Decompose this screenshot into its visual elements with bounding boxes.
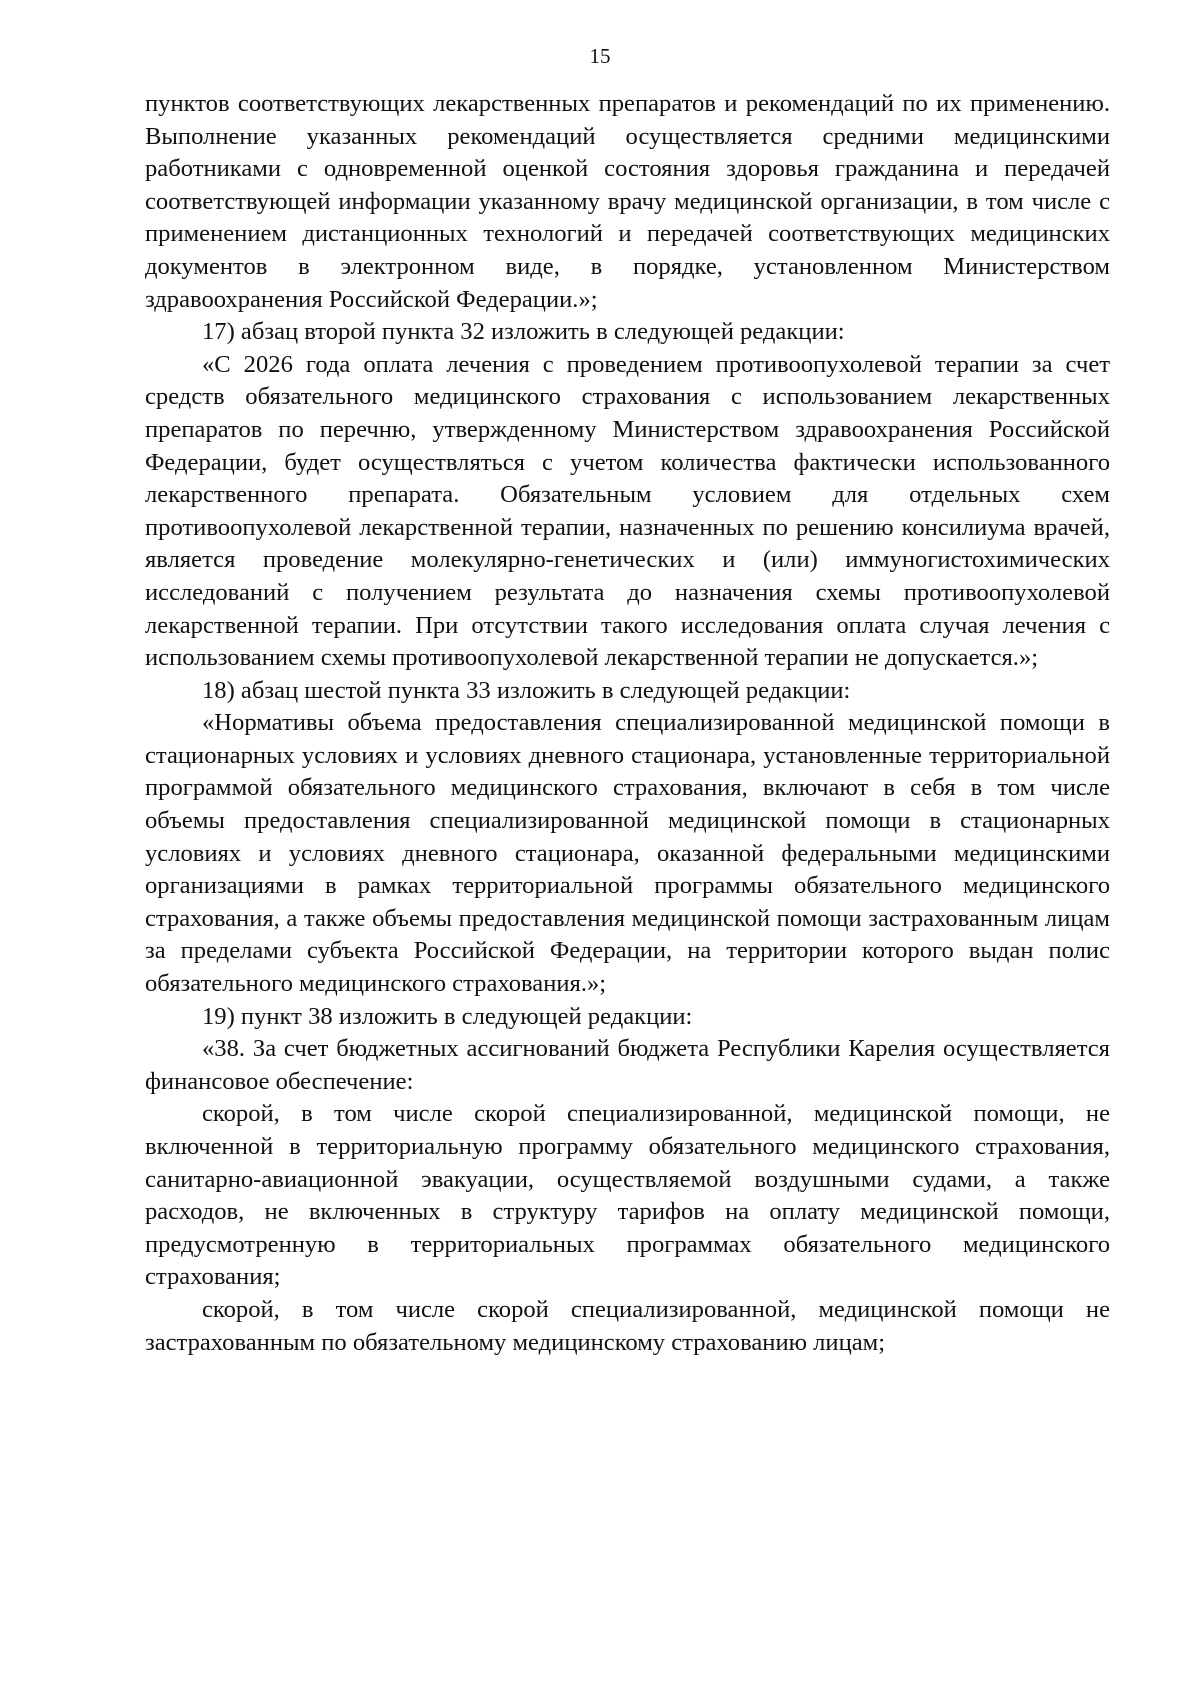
paragraph-item-18-quote: «Нормативы объема предоставления специализированной медицинской помощи в стационарных условиях и условиях дневного стационара, установленные территориальной программой обязательного медицинского страхования, включают в себя в том числе объемы предоставления специализированной медицинской помощи в стационарных условиях и условиях дневного стационара, оказанной федеральными медицинскими организациями в рамках территориальной программы обязательного медицинского страхования, а также объемы предоставления медицинской помощи застрахованным лицам за пределами субъекта Российской Федерации, на территории которого выдан полис обязательного медицинского страхования.»; (145, 709, 1110, 998)
paragraph-item-17-heading: 17) абзац второй пункта 32 изложить в следующей редакции: (202, 318, 845, 346)
paragraph-item-18-heading: 18) абзац шестой пункта 33 изложить в следующей редакции: (202, 676, 851, 704)
paragraph-continuation: пунктов соответствующих лекарственных препаратов и рекомендаций по их применению. Выполнение указанных рекомендаций осуществляется средними медицинскими работниками с одновременной оценкой состояния здоровья гражданина и передачей соответствующей информации указанному врачу медицинской организации, в том числе с применением дистанционных технологий и передачей соответствующих медицинских документов в электронном виде, в порядке, установленном Министерством здравоохранения Российской Федерации.»; (145, 90, 1110, 313)
page-number: 15 (589, 44, 611, 68)
paragraph-item-19-heading: 19) пункт 38 изложить в следующей редакции: (202, 1002, 693, 1030)
paragraph-item-17-quote: «С 2026 года оплата лечения с проведением противоопухолевой терапии за счет средств обязательного медицинского страхования с использованием лекарственных препаратов по перечню, утвержденному Министерством здравоохранения Российской Федерации, будет осуществляться с учетом количества фактически использованного лекарственного препарата. Обязательным условием для отдельных схем противоопухолевой лекарственной терапии, назначенных по решению консилиума врачей, является проведение молекулярно-генетических и (или) иммуногистохимических исследований с получением результата до назначения схемы противоопухолевой лекарственной терапии. При отсутствии такого исследования оплата случая лечения с использованием схемы противоопухолевой лекарственной терапии не допускается.»; (145, 350, 1110, 672)
document-body (145, 88, 1110, 1359)
paragraph-uninsured-emergency-care: скорой, в том числе скорой специализированной, медицинской помощи не застрахованным по обязательному медицинскому страхованию лицам; (145, 1295, 1110, 1356)
paragraph-emergency-care: скорой, в том числе скорой специализированной, медицинской помощи, не включенной в территориальную программу обязательного медицинского страхования, санитарно-авиационной эвакуации, осуществляемой воздушными судами, а также расходов, не включенных в структуру тарифов на оплату медицинской помощи, предусмотренную в территориальных программах обязательного медицинского страхования; (145, 1100, 1110, 1291)
paragraph-item-38-intro: «38. За счет бюджетных ассигнований бюджета Республики Карелия осуществляется финансовое обеспечение: (145, 1035, 1110, 1095)
